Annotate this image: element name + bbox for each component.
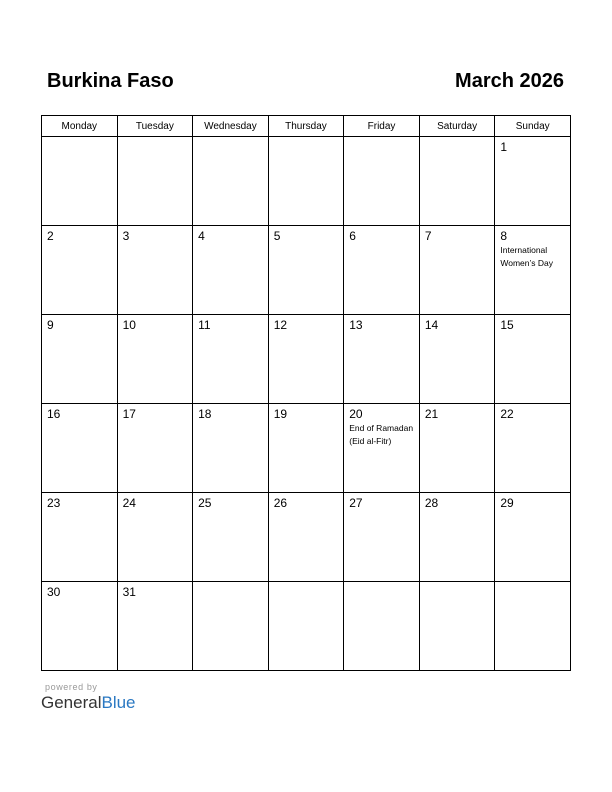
day-number: 31 <box>122 585 136 599</box>
week-row <box>42 404 571 493</box>
day-cell <box>495 404 571 493</box>
month-title: March 2026 <box>455 70 564 92</box>
weekday-thursday: Thursday <box>268 116 344 137</box>
day-cell <box>193 137 269 226</box>
holiday-label: End of Ramadan (Eid al-Fitr) <box>349 423 414 446</box>
day-cell <box>193 404 269 493</box>
day-number: 6 <box>349 229 356 243</box>
week-row <box>42 582 571 671</box>
day-cell <box>495 582 571 671</box>
day-number: 22 <box>500 407 514 421</box>
day-cell <box>495 315 571 404</box>
day-cell <box>344 493 420 582</box>
weekday-tuesday: Tuesday <box>117 116 193 137</box>
day-number: 24 <box>122 496 136 510</box>
day-cell <box>117 404 193 493</box>
weekday-sunday: Sunday <box>495 116 571 137</box>
day-cell <box>117 582 193 671</box>
day-number <box>344 137 419 141</box>
day-cell <box>344 226 420 315</box>
day-cell <box>42 582 118 671</box>
day-number <box>42 137 117 141</box>
day-number: 29 <box>500 496 514 510</box>
day-number <box>193 137 268 141</box>
day-cell <box>344 315 420 404</box>
day-number <box>420 582 495 586</box>
day-cell <box>268 404 344 493</box>
logo-text-blue: Blue <box>101 693 136 712</box>
logo-text-general: General <box>41 693 102 712</box>
day-cell <box>117 137 193 226</box>
day-number: 17 <box>122 407 136 421</box>
weekday-wednesday: Wednesday <box>193 116 269 137</box>
day-cell <box>268 226 344 315</box>
day-number: 15 <box>500 318 514 332</box>
day-cell <box>419 315 495 404</box>
day-cell <box>42 493 118 582</box>
day-cell <box>268 137 344 226</box>
generalblue-logo[interactable] <box>41 693 136 713</box>
day-cell <box>193 315 269 404</box>
day-number: 27 <box>349 496 363 510</box>
day-cell <box>268 582 344 671</box>
week-row <box>42 493 571 582</box>
day-number: 19 <box>273 407 288 421</box>
day-number: 18 <box>198 407 212 421</box>
day-number: 30 <box>47 585 61 599</box>
day-number: 26 <box>273 496 288 510</box>
day-cell <box>419 582 495 671</box>
week-row <box>42 137 571 226</box>
day-number <box>193 582 268 586</box>
day-number: 14 <box>424 318 439 332</box>
day-cell <box>193 493 269 582</box>
week-row <box>42 315 571 404</box>
day-cell <box>117 315 193 404</box>
day-cell <box>344 582 420 671</box>
day-number: 21 <box>424 407 439 421</box>
day-number: 2 <box>47 229 54 243</box>
day-cell <box>419 226 495 315</box>
day-cell <box>344 137 420 226</box>
day-number: 1 <box>500 140 508 154</box>
day-number <box>420 137 495 141</box>
day-cell <box>495 226 571 315</box>
day-number: 20 <box>349 407 363 421</box>
day-cell <box>193 226 269 315</box>
day-cell <box>268 315 344 404</box>
day-cell <box>419 137 495 226</box>
week-row <box>42 226 571 315</box>
day-number <box>118 137 193 141</box>
day-number: 8 <box>500 229 508 243</box>
day-cell <box>268 493 344 582</box>
day-number: 13 <box>349 318 363 332</box>
day-cell <box>42 404 118 493</box>
country-title: Burkina Faso <box>47 70 174 92</box>
day-number: 11 <box>198 318 211 332</box>
day-number: 5 <box>273 229 281 243</box>
day-cell <box>495 137 571 226</box>
day-cell <box>193 582 269 671</box>
day-number <box>269 582 344 586</box>
weekday-saturday: Saturday <box>419 116 495 137</box>
day-number: 7 <box>424 229 432 243</box>
day-cell <box>419 493 495 582</box>
day-cell <box>117 226 193 315</box>
day-number: 10 <box>122 318 136 332</box>
weekday-header-row <box>42 116 571 137</box>
day-number <box>269 137 344 141</box>
day-cell <box>42 226 118 315</box>
day-number <box>344 582 419 586</box>
weekday-friday: Friday <box>344 116 420 137</box>
day-number: 4 <box>198 229 205 243</box>
day-number: 16 <box>47 407 61 421</box>
day-number: 28 <box>424 496 439 510</box>
calendar-grid <box>41 115 571 671</box>
weekday-monday: Monday <box>42 116 118 137</box>
day-cell <box>117 493 193 582</box>
day-number <box>495 582 570 586</box>
day-cell <box>344 404 420 493</box>
day-number: 3 <box>122 229 130 243</box>
day-cell <box>42 315 118 404</box>
day-number: 12 <box>273 318 288 332</box>
day-number: 9 <box>47 318 54 332</box>
day-cell <box>419 404 495 493</box>
day-number: 23 <box>47 496 61 510</box>
holiday-label: International Women’s Day <box>500 245 553 268</box>
day-number: 25 <box>198 496 212 510</box>
day-cell <box>42 137 118 226</box>
day-cell <box>495 493 571 582</box>
powered-by-label: powered by <box>45 682 98 692</box>
